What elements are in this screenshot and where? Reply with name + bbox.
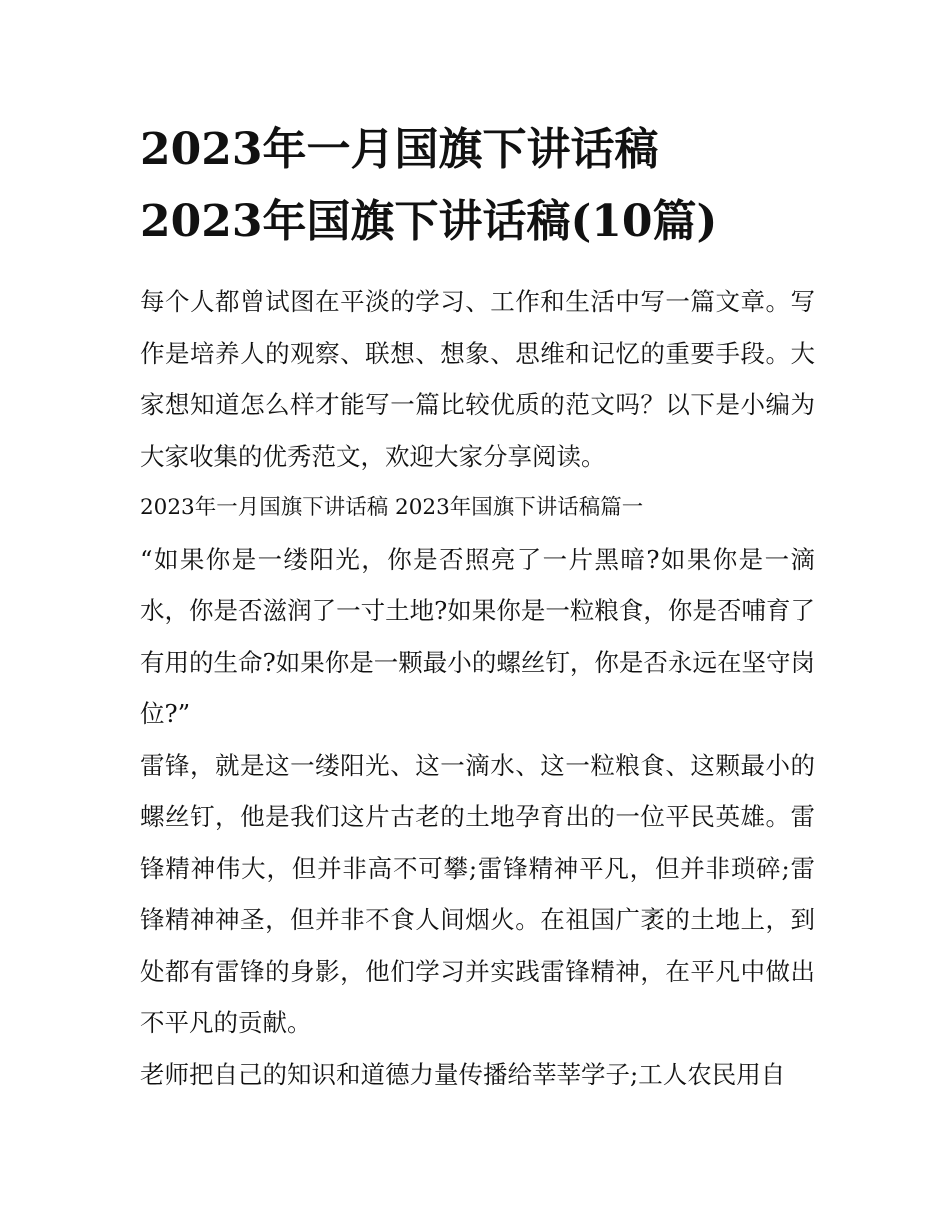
section-heading: 2023年一月国旗下讲话稿 2023年国旗下讲话稿篇一 [140,495,644,520]
body-paragraph: 雷锋，就是这一缕阳光、这一滴水、这一粒粮食、这颗最小的螺丝钉，他是我们这片古老的土地孕育出的一位平民英雄。雷锋精神伟大，但并非高不可攀;雷锋精神平凡，但并非琐碎;雷锋精神神圣，但并非不食人间烟火。在祖国广袤的土地上，到处都有雷锋的身影，他们学习并实践雷锋精神，在平凡中做出不平凡的贡献。 [140,750,815,1037]
document-body [140,276,815,1100]
document-title-line2: 2023年国旗下讲话稿(10篇) [140,196,718,247]
intro-paragraph: 每个人都曾试图在平淡的学习、工作和生活中写一篇文章。写作是培养人的观察、联想、想象、思维和记忆的重要手段。大家想知道怎么样才能写一篇比较优质的范文吗？以下是小编为大家收集的优秀范文，欢迎大家分享阅读。 [140,287,815,471]
body-paragraph: “如果你是一缕阳光，你是否照亮了一片黑暗?如果你是一滴水，你是否滋润了一寸土地?如果你是一粒粮食，你是否哺育了有用的生命?如果你是一颗最小的螺丝钉，你是否永远在坚守岗位?” [140,544,815,728]
document-title-line1: 2023年一月国旗下讲话稿 [140,124,659,175]
body-paragraph: 老师把自己的知识和道德力量传播给莘莘学子;工人农民用自 [140,1059,786,1089]
document-content [140,118,815,1100]
